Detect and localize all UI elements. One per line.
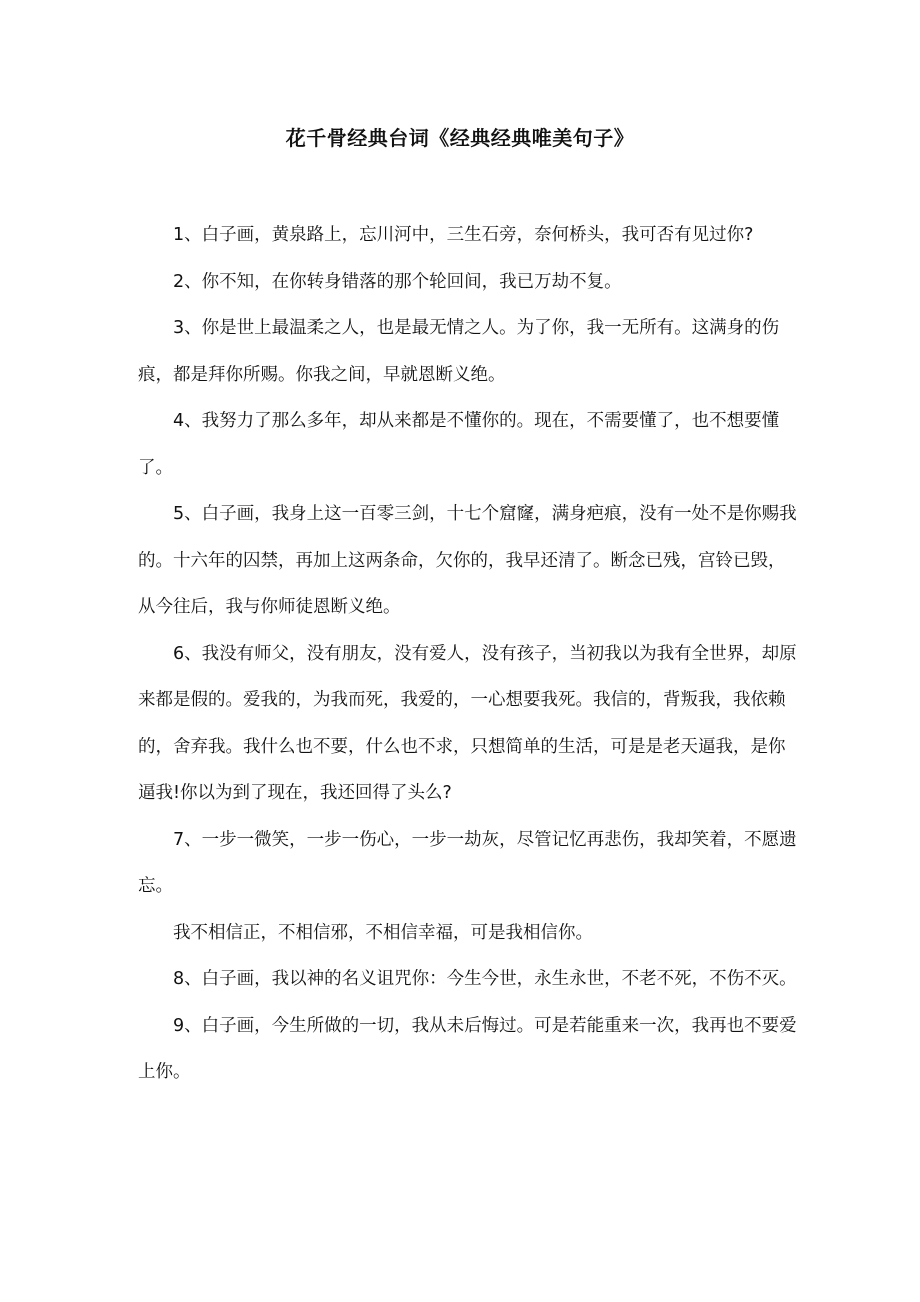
paragraph-2: 2、你不知，在你转身错落的那个轮回间，我已万劫不复。	[173, 271, 622, 292]
paragraph-9: 9、白子画，今生所做的一切，我从未后悔过。可是若能重来一次，我再也不要爱上你。	[138, 1015, 797, 1082]
paragraph-5: 5、白子画，我身上这一百零三剑，十七个窟窿，满身疤痕，没有一处不是你赐我的。十六年的囚禁，再加上这两条命，欠你的，我早还清了。断念已残，宫铃已毁，从今往后，我与你师徒恩断义绝。	[138, 504, 797, 617]
paragraph-1: 1、白子画，黄泉路上，忘川河中，三生石旁，奈何桥头，我可否有见过你?	[173, 225, 754, 245]
document-body	[138, 212, 802, 1096]
paragraph-7-continuation: 我不相信正，不相信邪，不相信幸福，可是我相信你。	[173, 922, 593, 943]
paragraph-6: 6、我没有师父，没有朋友，没有爱人，没有孩子，当初我以为我有全世界，却原来都是假的。爱我的，为我而死，我爱的，一心想要我死。我信的，背叛我，我依赖的，舍弃我。我什么也不要，什么也不求，只想简单的生活，可是是老天逼我，是你逼我!你以为到了现在，我还回得了头么?	[138, 643, 797, 803]
paragraph-4: 4、我努力了那么多年，却从来都是不懂你的。现在，不需要懂了，也不想要懂了。	[138, 411, 780, 478]
paragraph-7: 7、一步一微笑，一步一伤心，一步一劫灰，尽管记忆再悲伤，我却笑着，不愿遗忘。	[138, 829, 797, 896]
document-title: 花千骨经典台词《经典经典唯美句子》	[285, 126, 635, 150]
paragraph-8: 8、白子画，我以神的名义诅咒你：今生今世，永生永世，不老不死，不伤不灭。	[173, 969, 797, 989]
paragraph-3: 3、你是世上最温柔之人，也是最无情之人。为了你，我一无所有。这满身的伤痕，都是拜你所赐。你我之间，早就恩断义绝。	[138, 318, 780, 385]
